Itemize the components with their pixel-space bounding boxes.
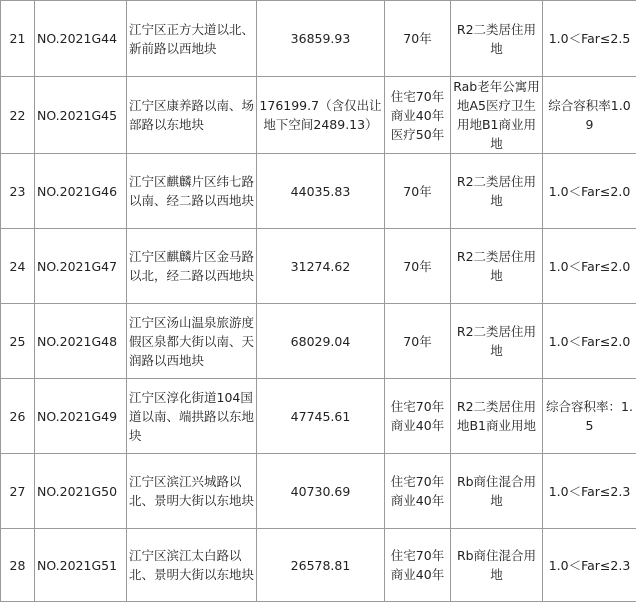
parcel-area: 47745.61: [257, 379, 385, 454]
land-use: R2二类居住用地: [451, 229, 543, 304]
floor-area-ratio: 综合容积率1.09: [543, 77, 636, 154]
parcel-code: NO.2021G47: [35, 229, 127, 304]
table-row: [1, 77, 636, 154]
parcel-area: 40730.69: [257, 454, 385, 529]
lease-term: 住宅70年商业40年: [385, 454, 451, 529]
land-use: R2二类居住用地: [451, 304, 543, 379]
lease-term: 70年: [385, 154, 451, 229]
lease-term: 70年: [385, 1, 451, 77]
parcel-location: 江宁区汤山温泉旅游度假区泉都大街以南、天润路以西地块: [127, 304, 257, 379]
parcel-code: NO.2021G48: [35, 304, 127, 379]
table-row: [1, 379, 636, 454]
parcel-area: 44035.83: [257, 154, 385, 229]
parcel-code: NO.2021G46: [35, 154, 127, 229]
parcel-location: 江宁区麒麟片区纬七路以南、经二路以西地块: [127, 154, 257, 229]
floor-area-ratio: 1.0＜Far≤2.3: [543, 454, 636, 529]
parcel-code: NO.2021G50: [35, 454, 127, 529]
row-number: 22: [1, 77, 35, 154]
table-row: [1, 304, 636, 379]
parcel-location: 江宁区滨江兴城路以北、景明大街以东地块: [127, 454, 257, 529]
row-number: 26: [1, 379, 35, 454]
parcel-area: 68029.04: [257, 304, 385, 379]
table-row: [1, 154, 636, 229]
floor-area-ratio: 1.0＜Far≤2.5: [543, 1, 636, 77]
land-use: Rb商住混合用地: [451, 454, 543, 529]
row-number: 23: [1, 154, 35, 229]
lease-term: 70年: [385, 304, 451, 379]
lease-term: 住宅70年商业40年: [385, 379, 451, 454]
parcel-code: NO.2021G45: [35, 77, 127, 154]
lease-term: 70年: [385, 229, 451, 304]
parcel-location: 江宁区滨江太白路以北、景明大街以东地块: [127, 529, 257, 602]
table-row: [1, 454, 636, 529]
lease-term: 住宅70年商业40年医疗50年: [385, 77, 451, 154]
land-use: Rab老年公寓用地A5医疗卫生用地B1商业用地: [451, 77, 543, 154]
row-number: 24: [1, 229, 35, 304]
parcel-location: 江宁区康养路以南、场部路以东地块: [127, 77, 257, 154]
table-row: [1, 529, 636, 602]
row-number: 21: [1, 1, 35, 77]
row-number: 25: [1, 304, 35, 379]
land-use: R2二类居住用地B1商业用地: [451, 379, 543, 454]
land-use: R2二类居住用地: [451, 1, 543, 77]
row-number: 27: [1, 454, 35, 529]
parcel-area: 176199.7（含仅出让地下空间2489.13）: [257, 77, 385, 154]
lease-term: 住宅70年商业40年: [385, 529, 451, 602]
floor-area-ratio: 综合容积率：1.5: [543, 379, 636, 454]
parcel-area: 26578.81: [257, 529, 385, 602]
land-use: R2二类居住用地: [451, 154, 543, 229]
floor-area-ratio: 1.0＜Far≤2.3: [543, 529, 636, 602]
floor-area-ratio: 1.0＜Far≤2.0: [543, 229, 636, 304]
parcel-location: 江宁区淳化街道104国道以南、端拱路以东地块: [127, 379, 257, 454]
table-row: [1, 1, 636, 77]
row-number: 28: [1, 529, 35, 602]
parcel-location: 江宁区麒麟片区金马路以北，经二路以西地块: [127, 229, 257, 304]
parcel-location: 江宁区正方大道以北、新前路以西地块: [127, 1, 257, 77]
parcel-code: NO.2021G51: [35, 529, 127, 602]
parcel-area: 36859.93: [257, 1, 385, 77]
parcel-code: NO.2021G44: [35, 1, 127, 77]
floor-area-ratio: 1.0＜Far≤2.0: [543, 304, 636, 379]
land-use: Rb商住混合用地: [451, 529, 543, 602]
parcel-area: 31274.62: [257, 229, 385, 304]
parcel-code: NO.2021G49: [35, 379, 127, 454]
floor-area-ratio: 1.0＜Far≤2.0: [543, 154, 636, 229]
table-row: [1, 229, 636, 304]
